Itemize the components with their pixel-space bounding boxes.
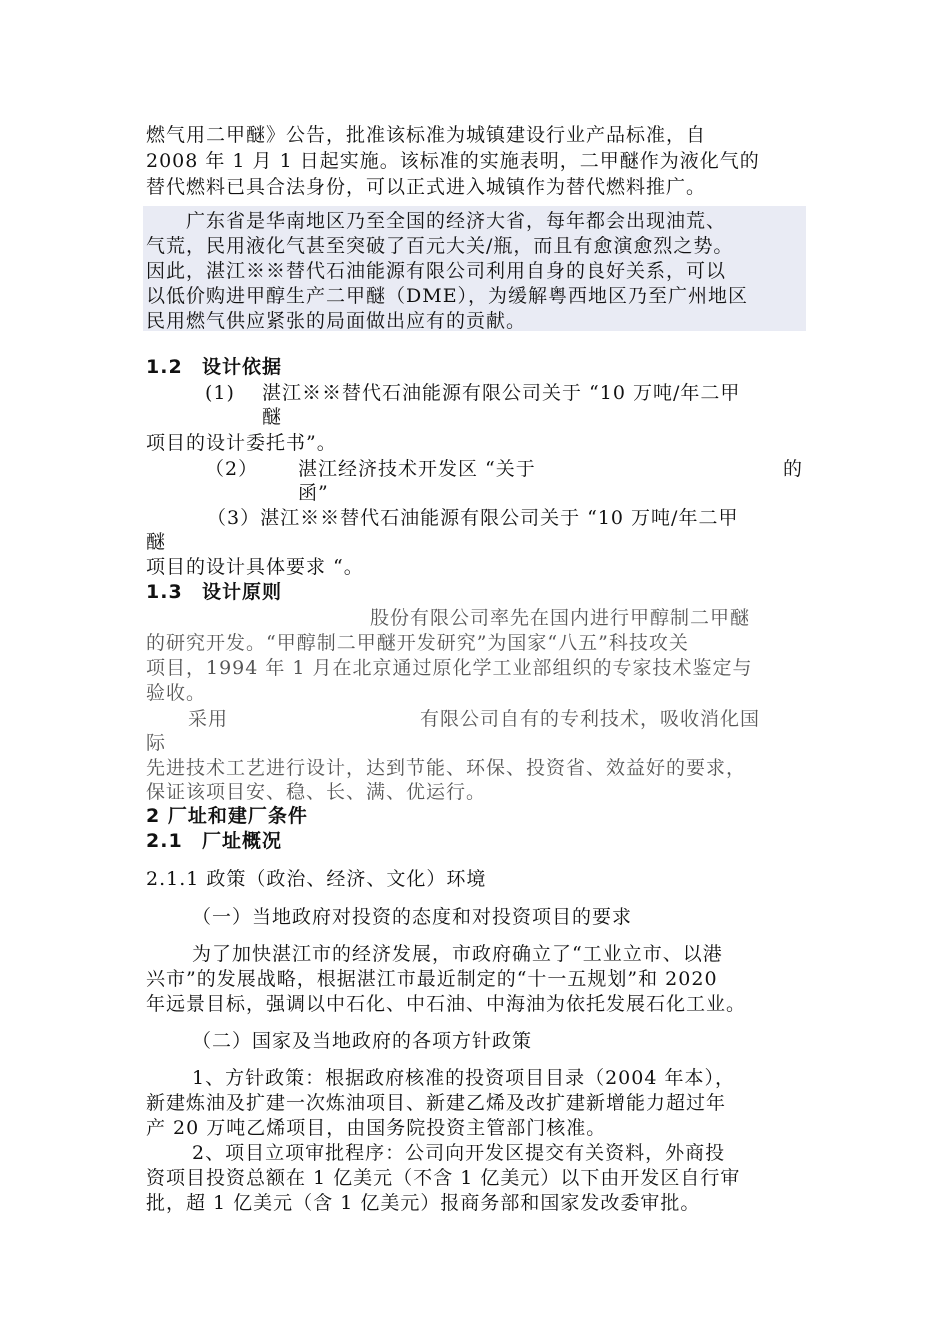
principle-p2-start: 采用 (188, 708, 229, 730)
item-2-end: 的 (783, 458, 804, 480)
item-1-continuation: 项目的设计委托书”。 (146, 432, 337, 454)
highlight-line-3: 因此，湛江※※替代石油能源有限公司利用自身的良好关系，可以 (146, 260, 727, 282)
item-2-text: 湛江经济技术开发区 “关于 (298, 458, 536, 480)
item-2-marker: （2） (205, 458, 259, 480)
paragraph-one-line-1: 为了加快湛江市的经济发展，市政府确立了“工业立市、以港 (192, 943, 723, 965)
intro-line-2: 2008 年 1 月 1 日起实施。该标准的实施表明，二甲醚作为液化气的 (146, 150, 760, 172)
section-2-1-number: 2.1 (146, 830, 183, 852)
principle-p2-line-1: 有限公司自有的专利技术，吸收消化国 (420, 708, 761, 730)
section-2-1-title: 厂址概况 (202, 830, 283, 852)
policy-1-line-2: 新建炼油及扩建一次炼油项目、新建乙烯及改扩建新增能力超过年 (146, 1092, 727, 1114)
item-3-wrap: 醚 (146, 531, 167, 553)
section-1-3-title: 设计原则 (202, 581, 283, 603)
paragraph-one-line-2: 兴市”的发展战略，根据湛江市最近制定的“十一五规划”和 2020 (146, 968, 718, 990)
intro-line-1: 燃气用二甲醚》公告，批准该标准为城镇建设行业产品标准，自 (146, 124, 707, 146)
item-3-continuation: 项目的设计具体要求 “。 (146, 556, 364, 578)
policy-2-line-2: 资项目投资总额在 1 亿美元（不含 1 亿美元）以下由开发区自行审 (146, 1167, 741, 1189)
intro-line-3: 替代燃料已具合法身份，可以正式进入城镇作为替代燃料推广。 (146, 176, 707, 198)
item-1-marker: (1) (205, 382, 235, 404)
section-1-2-title: 设计依据 (202, 356, 283, 378)
section-2-1-1-heading: 2.1.1 政策（政治、经济、文化）环境 (146, 868, 487, 890)
policy-1-line-3: 产 20 万吨乙烯项目，由国务院投资主管部门核准。 (146, 1117, 607, 1139)
item-2-wrap: 函” (298, 482, 329, 504)
paragraph-one-line-3: 年远景目标，强调以中石化、中石油、中海油为依托发展石化工业。 (146, 993, 747, 1015)
highlight-line-1: 广东省是华南地区乃至全国的经济大省，每年都会出现油荒、 (186, 210, 727, 232)
principle-p1-line-1: 股份有限公司率先在国内进行甲醇制二甲醚 (370, 607, 751, 629)
principle-p1-line-2: 的研究开发。“甲醇制二甲醚开发研究”为国家“八五”科技攻关 (146, 632, 689, 654)
section-1-3-number: 1.3 (146, 581, 183, 603)
highlight-line-2: 气荒，民用液化气甚至突破了百元大关/瓶，而且有愈演愈烈之势。 (146, 235, 734, 257)
section-2-title: 2 厂址和建厂条件 (146, 805, 308, 827)
item-1-wrap: 醚 (262, 406, 283, 428)
policy-2-line-1: 2、项目立项审批程序：公司向开发区提交有关资料，外商投 (192, 1142, 726, 1164)
subheading-two: （二）国家及当地政府的各项方针政策 (192, 1030, 533, 1052)
policy-2-line-3: 批，超 1 亿美元（含 1 亿美元）报商务部和国家发改委审批。 (146, 1192, 701, 1214)
principle-p2-line-3: 先进技术工艺进行设计，达到节能、环保、投资省、效益好的要求， (146, 757, 747, 779)
principle-p2-line-4: 保证该项目安、稳、长、满、优运行。 (146, 781, 487, 803)
highlight-line-4: 以低价购进甲醇生产二甲醚（DME），为缓解粤西地区乃至广州地区 (146, 285, 749, 307)
principle-p1-line-4: 验收。 (146, 682, 207, 704)
principle-p2-wrap: 际 (146, 732, 167, 754)
item-1-text: 湛江※※替代石油能源有限公司关于 “10 万吨/年二甲 (262, 382, 741, 404)
policy-1-line-1: 1、方针政策：根据政府核准的投资项目目录（2004 年本）， (192, 1067, 735, 1089)
subheading-one: （一）当地政府对投资的态度和对投资项目的要求 (192, 906, 633, 928)
item-3-text: （3）湛江※※替代石油能源有限公司关于 “10 万吨/年二甲 (207, 507, 739, 529)
principle-p1-line-3: 项目，1994 年 1 月在北京通过原化学工业部组织的专家技术鉴定与 (146, 657, 753, 679)
highlight-line-5: 民用燃气供应紧张的局面做出应有的贡献。 (146, 310, 527, 332)
section-1-2-number: 1.2 (146, 356, 183, 378)
